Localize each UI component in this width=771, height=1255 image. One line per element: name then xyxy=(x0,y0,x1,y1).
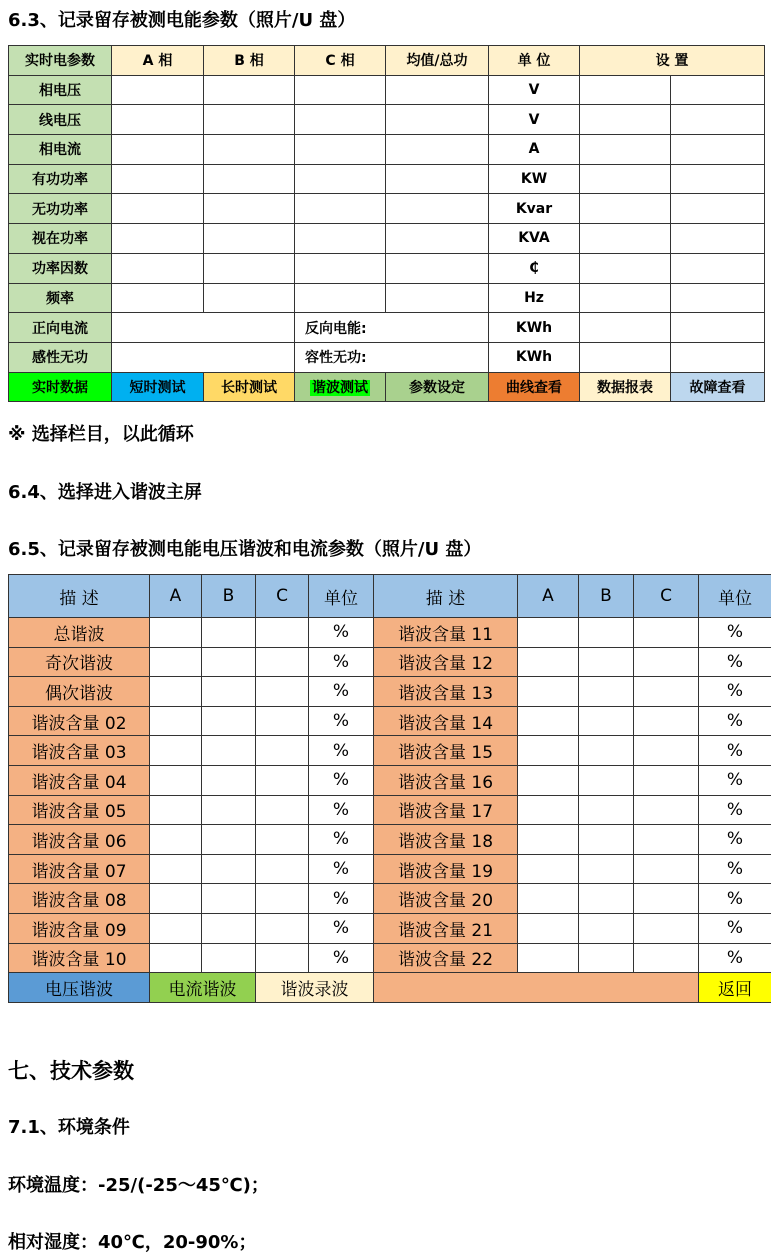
table2-row xyxy=(9,884,771,914)
realtime-data-tab[interactable] xyxy=(9,372,112,402)
table1-row xyxy=(9,135,765,165)
b-value xyxy=(202,913,256,943)
harmonic-label-right: 谐波含量 14 xyxy=(374,706,518,736)
total-value xyxy=(386,105,489,135)
energy-label: 正向电流 xyxy=(9,313,112,343)
param-label: 相电压 xyxy=(9,75,112,105)
a-value xyxy=(518,854,579,884)
c-value xyxy=(256,647,309,677)
unit-cell: % xyxy=(309,884,374,914)
unit-cell: Hz xyxy=(489,283,580,313)
c-value xyxy=(634,706,699,736)
b-value xyxy=(579,884,634,914)
setting-cell[interactable] xyxy=(580,105,671,135)
c-value xyxy=(256,795,309,825)
unit-cell: % xyxy=(699,647,771,677)
energy-mid-label: 容性无功: xyxy=(295,342,489,372)
harmonic-label-left: 谐波含量 07 xyxy=(9,854,150,884)
unit-cell: % xyxy=(699,913,771,943)
b-phase-value xyxy=(204,75,295,105)
setting-cell[interactable] xyxy=(671,253,765,283)
a-phase-value xyxy=(112,224,204,254)
data-report-tab[interactable] xyxy=(580,372,671,402)
a-value xyxy=(518,647,579,677)
tab-label: 故障查看 xyxy=(689,379,746,396)
unit-cell: V xyxy=(489,105,580,135)
a-value xyxy=(518,884,579,914)
table1-header-cell: 单 位 xyxy=(489,46,580,76)
table2-header-cell: 单位 xyxy=(309,575,374,618)
a-value xyxy=(518,795,579,825)
harmonic-label-left: 谐波含量 02 xyxy=(9,706,150,736)
b-value xyxy=(202,677,256,707)
harmonic-label-right: 谐波含量 21 xyxy=(374,913,518,943)
table1-header-cell: B 相 xyxy=(204,46,295,76)
tab-label: 曲线查看 xyxy=(506,379,562,396)
table1-header-cell: 实时电参数 xyxy=(9,46,112,76)
energy-value xyxy=(112,342,295,372)
table1-row xyxy=(9,105,765,135)
b-value xyxy=(202,736,256,766)
c-phase-value xyxy=(295,194,386,224)
c-value xyxy=(634,647,699,677)
unit-cell: % xyxy=(309,943,374,973)
table2-header-cell: C xyxy=(634,575,699,618)
section-6-5-heading: 6.5、记录留存被测电能电压谐波和电流参数（照片/U 盘） xyxy=(8,539,482,560)
unit-cell: % xyxy=(699,736,771,766)
c-value xyxy=(256,854,309,884)
setting-cell[interactable] xyxy=(671,342,765,372)
a-phase-value xyxy=(112,194,204,224)
table1-energy-row xyxy=(9,313,765,343)
b-value xyxy=(579,765,634,795)
c-phase-value xyxy=(295,164,386,194)
harmonic-label-right: 谐波含量 18 xyxy=(374,825,518,855)
section-6-3-heading: 6.3、记录留存被测电能参数（照片/U 盘） xyxy=(8,10,356,31)
param-label: 功率因数 xyxy=(9,253,112,283)
b-phase-value xyxy=(204,194,295,224)
unit-cell: % xyxy=(699,795,771,825)
table1-footer-row xyxy=(9,372,765,402)
param-label: 线电压 xyxy=(9,105,112,135)
unit-cell: % xyxy=(309,825,374,855)
section-6-4-heading: 6.4、选择进入谐波主屏 xyxy=(8,482,202,503)
harmonic-label-right: 谐波含量 22 xyxy=(374,943,518,973)
harmonic-label-right: 谐波含量 19 xyxy=(374,854,518,884)
c-value xyxy=(256,943,309,973)
table2-row xyxy=(9,943,771,973)
c-value xyxy=(634,736,699,766)
b-value xyxy=(579,854,634,884)
b-phase-value xyxy=(204,283,295,313)
b-phase-value xyxy=(204,135,295,165)
b-value xyxy=(202,618,256,648)
a-value xyxy=(150,706,202,736)
a-value xyxy=(150,884,202,914)
c-value xyxy=(256,913,309,943)
a-value xyxy=(518,618,579,648)
a-value xyxy=(518,913,579,943)
a-value xyxy=(150,795,202,825)
total-value xyxy=(386,75,489,105)
setting-cell[interactable] xyxy=(580,253,671,283)
b-value xyxy=(579,677,634,707)
c-phase-value xyxy=(295,253,386,283)
harmonic-label-left: 谐波含量 04 xyxy=(9,765,150,795)
harmonic-label-left: 奇次谐波 xyxy=(9,647,150,677)
table2-row xyxy=(9,795,771,825)
unit-cell: % xyxy=(309,795,374,825)
table1-header-row xyxy=(9,46,765,76)
harmonic-label-left: 总谐波 xyxy=(9,618,150,648)
b-phase-value xyxy=(204,164,295,194)
total-value xyxy=(386,194,489,224)
c-value xyxy=(256,618,309,648)
a-phase-value xyxy=(112,164,204,194)
curve-view-tab[interactable] xyxy=(489,372,580,402)
harmonic-label-left: 谐波含量 09 xyxy=(9,913,150,943)
total-value xyxy=(386,283,489,313)
b-value xyxy=(579,795,634,825)
b-value xyxy=(202,706,256,736)
harmonic-label-right: 谐波含量 15 xyxy=(374,736,518,766)
b-value xyxy=(202,795,256,825)
unit-cell: % xyxy=(309,736,374,766)
footer-spacer xyxy=(374,973,699,1003)
energy-mid-label: 反向电能: xyxy=(295,313,489,343)
harmonic-label-right: 谐波含量 11 xyxy=(374,618,518,648)
b-value xyxy=(579,943,634,973)
harmonic-label-right: 谐波含量 17 xyxy=(374,795,518,825)
unit-cell: KVA xyxy=(489,224,580,254)
a-value xyxy=(150,677,202,707)
current-harmonic-tab[interactable]: 电流谐波 xyxy=(150,973,256,1003)
table2-header-row xyxy=(9,575,771,618)
table2-header-cell: 单位 xyxy=(699,575,771,618)
b-value xyxy=(202,854,256,884)
unit-cell: KW xyxy=(489,164,580,194)
c-phase-value xyxy=(295,224,386,254)
c-value xyxy=(256,825,309,855)
b-value xyxy=(579,913,634,943)
voltage-harmonic-tab[interactable]: 电压谐波 xyxy=(9,973,150,1003)
unit-cell: % xyxy=(309,706,374,736)
table1-row xyxy=(9,283,765,313)
harmonic-label-right: 谐波含量 16 xyxy=(374,765,518,795)
c-value xyxy=(634,854,699,884)
b-phase-value xyxy=(204,224,295,254)
table2-header-cell: B xyxy=(202,575,256,618)
unit-cell: % xyxy=(309,765,374,795)
setting-cell[interactable] xyxy=(580,283,671,313)
b-value xyxy=(579,825,634,855)
unit-cell: % xyxy=(699,943,771,973)
harmonic-test-tab[interactable] xyxy=(295,372,386,402)
a-value xyxy=(518,706,579,736)
c-value xyxy=(634,765,699,795)
c-value xyxy=(634,825,699,855)
a-phase-value xyxy=(112,253,204,283)
table2-row xyxy=(9,765,771,795)
param-label: 相电流 xyxy=(9,135,112,165)
section-7-1-heading: 7.1、环境条件 xyxy=(8,1117,130,1138)
table1-row xyxy=(9,164,765,194)
harmonic-label-right: 谐波含量 12 xyxy=(374,647,518,677)
harmonic-label-left: 谐波含量 06 xyxy=(9,825,150,855)
setting-cell[interactable] xyxy=(580,164,671,194)
b-value xyxy=(202,943,256,973)
unit-cell: ₵ xyxy=(489,253,580,283)
c-value xyxy=(634,677,699,707)
b-phase-value xyxy=(204,105,295,135)
unit-cell: % xyxy=(309,913,374,943)
energy-value xyxy=(112,313,295,343)
harmonics-table xyxy=(8,574,771,1003)
b-value xyxy=(579,647,634,677)
table1-row xyxy=(9,253,765,283)
unit-cell: % xyxy=(699,854,771,884)
setting-cell[interactable] xyxy=(671,224,765,254)
setting-cell[interactable] xyxy=(580,342,671,372)
b-phase-value xyxy=(204,253,295,283)
unit-cell: % xyxy=(699,677,771,707)
c-value xyxy=(256,765,309,795)
table2-row xyxy=(9,618,771,648)
table1-energy-row xyxy=(9,342,765,372)
setting-cell[interactable] xyxy=(580,135,671,165)
tab-label: 长时测试 xyxy=(221,379,277,396)
setting-cell[interactable] xyxy=(671,164,765,194)
setting-cell[interactable] xyxy=(580,194,671,224)
a-value xyxy=(518,825,579,855)
table2-header-cell: A xyxy=(518,575,579,618)
c-value xyxy=(256,677,309,707)
a-value xyxy=(150,618,202,648)
a-value xyxy=(518,736,579,766)
tab-label: 谐波测试 xyxy=(312,379,368,396)
c-value xyxy=(256,706,309,736)
total-value xyxy=(386,135,489,165)
c-value xyxy=(634,795,699,825)
tab-label: 数据报表 xyxy=(597,379,653,396)
energy-label: 感性无功 xyxy=(9,342,112,372)
setting-cell[interactable] xyxy=(671,75,765,105)
total-value xyxy=(386,164,489,194)
unit-cell: % xyxy=(699,825,771,855)
table1-row xyxy=(9,75,765,105)
setting-cell[interactable] xyxy=(671,313,765,343)
short-test-tab[interactable] xyxy=(112,372,204,402)
table2-row xyxy=(9,647,771,677)
unit-cell: % xyxy=(309,618,374,648)
c-phase-value xyxy=(295,135,386,165)
fault-view-tab[interactable] xyxy=(671,372,765,402)
table1-header-cell: 均值/总功 xyxy=(386,46,489,76)
unit-cell: % xyxy=(699,706,771,736)
env-temperature: 环境温度：-25/(-25～45℃)； xyxy=(8,1175,269,1196)
a-value xyxy=(518,765,579,795)
table1-header-cell: C 相 xyxy=(295,46,386,76)
c-value xyxy=(634,618,699,648)
long-test-tab[interactable] xyxy=(204,372,295,402)
a-value xyxy=(150,913,202,943)
table1-header-cell: 设 置 xyxy=(580,46,765,76)
c-phase-value xyxy=(295,283,386,313)
table2-row xyxy=(9,706,771,736)
table2-row xyxy=(9,736,771,766)
table2-row xyxy=(9,825,771,855)
setting-cell[interactable] xyxy=(671,105,765,135)
relative-humidity: 相对湿度：40℃，20-90%； xyxy=(8,1232,257,1253)
b-value xyxy=(202,884,256,914)
table1-row xyxy=(9,194,765,224)
setting-cell[interactable] xyxy=(671,135,765,165)
a-phase-value xyxy=(112,135,204,165)
table2-row xyxy=(9,854,771,884)
c-value xyxy=(256,736,309,766)
back-button[interactable]: 返回 xyxy=(699,973,771,1003)
harmonic-label-right: 谐波含量 20 xyxy=(374,884,518,914)
a-phase-value xyxy=(112,75,204,105)
b-value xyxy=(202,825,256,855)
a-value xyxy=(150,765,202,795)
param-label: 有功功率 xyxy=(9,164,112,194)
c-phase-value xyxy=(295,105,386,135)
unit-cell: % xyxy=(309,854,374,884)
table2-header-cell: A xyxy=(150,575,202,618)
unit-cell: KWh xyxy=(489,313,580,343)
harmonic-record-tab[interactable]: 谐波录波 xyxy=(256,973,374,1003)
c-value xyxy=(634,884,699,914)
unit-cell: Kvar xyxy=(489,194,580,224)
a-value xyxy=(150,736,202,766)
param-label: 无功功率 xyxy=(9,194,112,224)
table2-row xyxy=(9,913,771,943)
tab-label: 参数设定 xyxy=(409,379,465,396)
b-value xyxy=(579,706,634,736)
table2-header-cell: 描 述 xyxy=(374,575,518,618)
c-value xyxy=(256,884,309,914)
table1-header-cell: A 相 xyxy=(112,46,204,76)
unit-cell: A xyxy=(489,135,580,165)
a-phase-value xyxy=(112,105,204,135)
b-value xyxy=(202,647,256,677)
a-value xyxy=(150,943,202,973)
electrical-params-table xyxy=(8,45,765,402)
unit-cell: KWh xyxy=(489,342,580,372)
param-label: 频率 xyxy=(9,283,112,313)
setting-cell[interactable] xyxy=(580,224,671,254)
a-value xyxy=(518,943,579,973)
table1-row xyxy=(9,224,765,254)
harmonic-label-left: 偶次谐波 xyxy=(9,677,150,707)
unit-cell: % xyxy=(699,884,771,914)
setting-cell[interactable] xyxy=(671,194,765,224)
harmonic-label-right: 谐波含量 13 xyxy=(374,677,518,707)
unit-cell: % xyxy=(699,765,771,795)
setting-cell[interactable] xyxy=(580,313,671,343)
param-setting-tab[interactable] xyxy=(386,372,489,402)
tab-label: 短时测试 xyxy=(129,379,186,396)
harmonic-label-left: 谐波含量 08 xyxy=(9,884,150,914)
c-value xyxy=(634,913,699,943)
unit-cell: V xyxy=(489,75,580,105)
unit-cell: % xyxy=(699,618,771,648)
table2-row xyxy=(9,677,771,707)
table2-footer-row xyxy=(9,973,771,1003)
tab-label: 实时数据 xyxy=(32,379,88,396)
a-value xyxy=(518,677,579,707)
cycle-note: ※ 选择栏目，以此循环 xyxy=(8,424,194,445)
harmonic-label-left: 谐波含量 10 xyxy=(9,943,150,973)
a-value xyxy=(150,825,202,855)
c-value xyxy=(634,943,699,973)
param-label: 视在功率 xyxy=(9,224,112,254)
a-value xyxy=(150,647,202,677)
unit-cell: % xyxy=(309,677,374,707)
total-value xyxy=(386,224,489,254)
section-7-heading: 七、技术参数 xyxy=(8,1059,134,1083)
table2-header-cell: B xyxy=(579,575,634,618)
unit-cell: % xyxy=(309,647,374,677)
c-phase-value xyxy=(295,75,386,105)
setting-cell[interactable] xyxy=(671,283,765,313)
table2-header-cell: 描 述 xyxy=(9,575,150,618)
b-value xyxy=(579,736,634,766)
b-value xyxy=(202,765,256,795)
harmonic-label-left: 谐波含量 03 xyxy=(9,736,150,766)
setting-cell[interactable] xyxy=(580,75,671,105)
b-value xyxy=(579,618,634,648)
a-value xyxy=(150,854,202,884)
harmonic-label-left: 谐波含量 05 xyxy=(9,795,150,825)
a-phase-value xyxy=(112,283,204,313)
total-value xyxy=(386,253,489,283)
table2-header-cell: C xyxy=(256,575,309,618)
